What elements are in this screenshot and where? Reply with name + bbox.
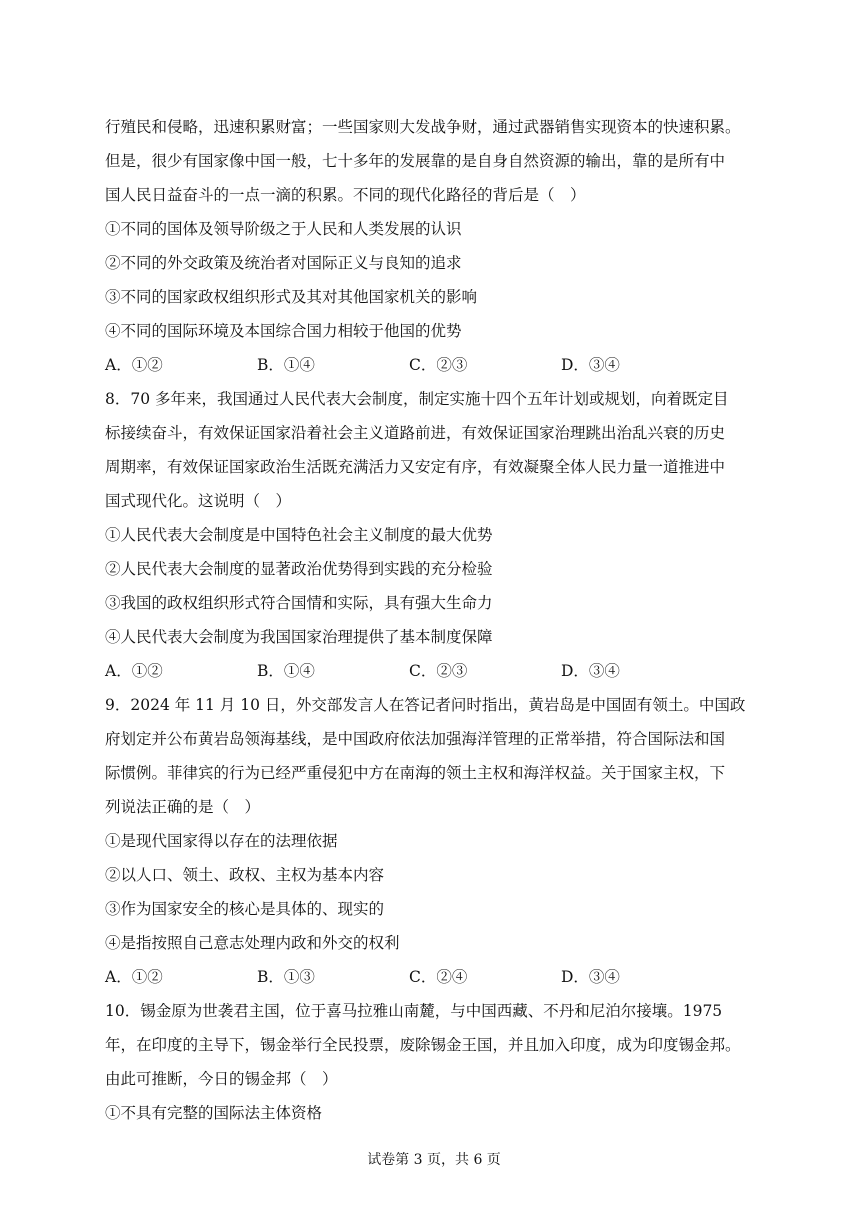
- stem-line: 8．70 多年来，我国通过人民代表大会制度，制定实施十四个五年计划或规划，向着既定目: [105, 390, 729, 408]
- answer-choice-c: C．②③: [409, 356, 468, 374]
- stem-line: 周期率，有效保证国家政治生活既充满活力又安定有序，有效凝聚全体人民力量一道推进中: [105, 458, 726, 476]
- question-8-answers: [105, 654, 773, 688]
- stem-line: 列说法正确的是（ ）: [105, 798, 261, 816]
- page-footer: 试卷第 3 页，共 6 页: [367, 1152, 501, 1168]
- question-8-option-1: ①人民代表大会制度是中国特色社会主义制度的最大优势: [105, 526, 493, 544]
- question-7-answers: [105, 348, 773, 382]
- question-8-option-2: ②人民代表大会制度的显著政治优势得到实践的充分检验: [105, 560, 493, 578]
- question-10-option-1: ①不具有完整的国际法主体资格: [105, 1104, 323, 1122]
- stem-line: 9．2024 年 11 月 10 日，外交部发言人在答记者问时指出，黄岩岛是中国固有领土。中国政: [105, 696, 746, 714]
- answer-choice-a: A．①②: [105, 968, 163, 986]
- answer-choice-d: D．③④: [561, 662, 620, 680]
- answer-choice-d: D．③④: [561, 968, 620, 986]
- answer-choice-a: A．①②: [105, 662, 163, 680]
- stem-line: 际惯例。菲律宾的行为已经严重侵犯中方在南海的领土主权和海洋权益。关于国家主权，下: [105, 764, 726, 782]
- question-9-answers: [105, 960, 773, 994]
- question-10-stem: [105, 994, 773, 1096]
- answer-choice-d: D．③④: [561, 356, 620, 374]
- question-8-stem: [105, 382, 773, 518]
- stem-line: 10．锡金原为世袭君主国，位于喜马拉雅山南麓，与中国西藏、不丹和尼泊尔接壤。1975: [105, 1002, 723, 1020]
- question-8-option-4: ④人民代表大会制度为我国国家治理提供了基本制度保障: [105, 628, 493, 646]
- stem-line: 但是，很少有国家像中国一般，七十多年的发展靠的是自身自然资源的输出，靠的是所有中: [105, 152, 726, 170]
- answer-choice-b: B．①③: [257, 968, 315, 986]
- question-7-option-2: ②不同的外交政策及统治者对国际正义与良知的追求: [105, 254, 462, 272]
- question-7-option-4: ④不同的国际环境及本国综合国力相较于他国的优势: [105, 322, 462, 340]
- stem-line: 由此可推断，今日的锡金邦（ ）: [105, 1070, 338, 1088]
- page-content: [105, 110, 773, 1130]
- answer-choice-c: C．②④: [409, 968, 468, 986]
- question-7-option-1: ①不同的国体及领导阶级之于人民和人类发展的认识: [105, 220, 462, 238]
- question-7-stem: [105, 110, 773, 212]
- answer-choice-c: C．②③: [409, 662, 468, 680]
- answer-choice-b: B．①④: [257, 356, 315, 374]
- question-8-option-3: ③我国的政权组织形式符合国情和实际，具有强大生命力: [105, 594, 493, 612]
- answer-choice-b: B．①④: [257, 662, 315, 680]
- question-7-option-3: ③不同的国家政权组织形式及其对其他国家机关的影响: [105, 288, 478, 306]
- stem-line: 年，在印度的主导下，锡金举行全民投票，废除锡金王国，并且加入印度，成为印度锡金邦。: [105, 1036, 741, 1054]
- answer-choice-a: A．①②: [105, 356, 163, 374]
- stem-line: 国人民日益奋斗的一点一滴的积累。不同的现代化路径的背后是（ ）: [105, 186, 586, 204]
- question-9-option-4: ④是指按照自己意志处理内政和外交的权利: [105, 934, 400, 952]
- stem-line: 标接续奋斗，有效保证国家沿着社会主义道路前进，有效保证国家治理跳出治乱兴衰的历史: [105, 424, 726, 442]
- stem-line: 行殖民和侵略，迅速积累财富；一些国家则大发战争财，通过武器销售实现资本的快速积累。: [105, 118, 741, 136]
- question-9-option-3: ③作为国家安全的核心是具体的、现实的: [105, 900, 385, 918]
- stem-line: 府划定并公布黄岩岛领海基线，是中国政府依法加强海洋管理的正常举措，符合国际法和国: [105, 730, 726, 748]
- question-9-option-2: ②以人口、领土、政权、主权为基本内容: [105, 866, 385, 884]
- question-9-option-1: ①是现代国家得以存在的法理依据: [105, 832, 338, 850]
- question-9-stem: [105, 688, 773, 824]
- stem-line: 国式现代化。这说明（ ）: [105, 492, 292, 510]
